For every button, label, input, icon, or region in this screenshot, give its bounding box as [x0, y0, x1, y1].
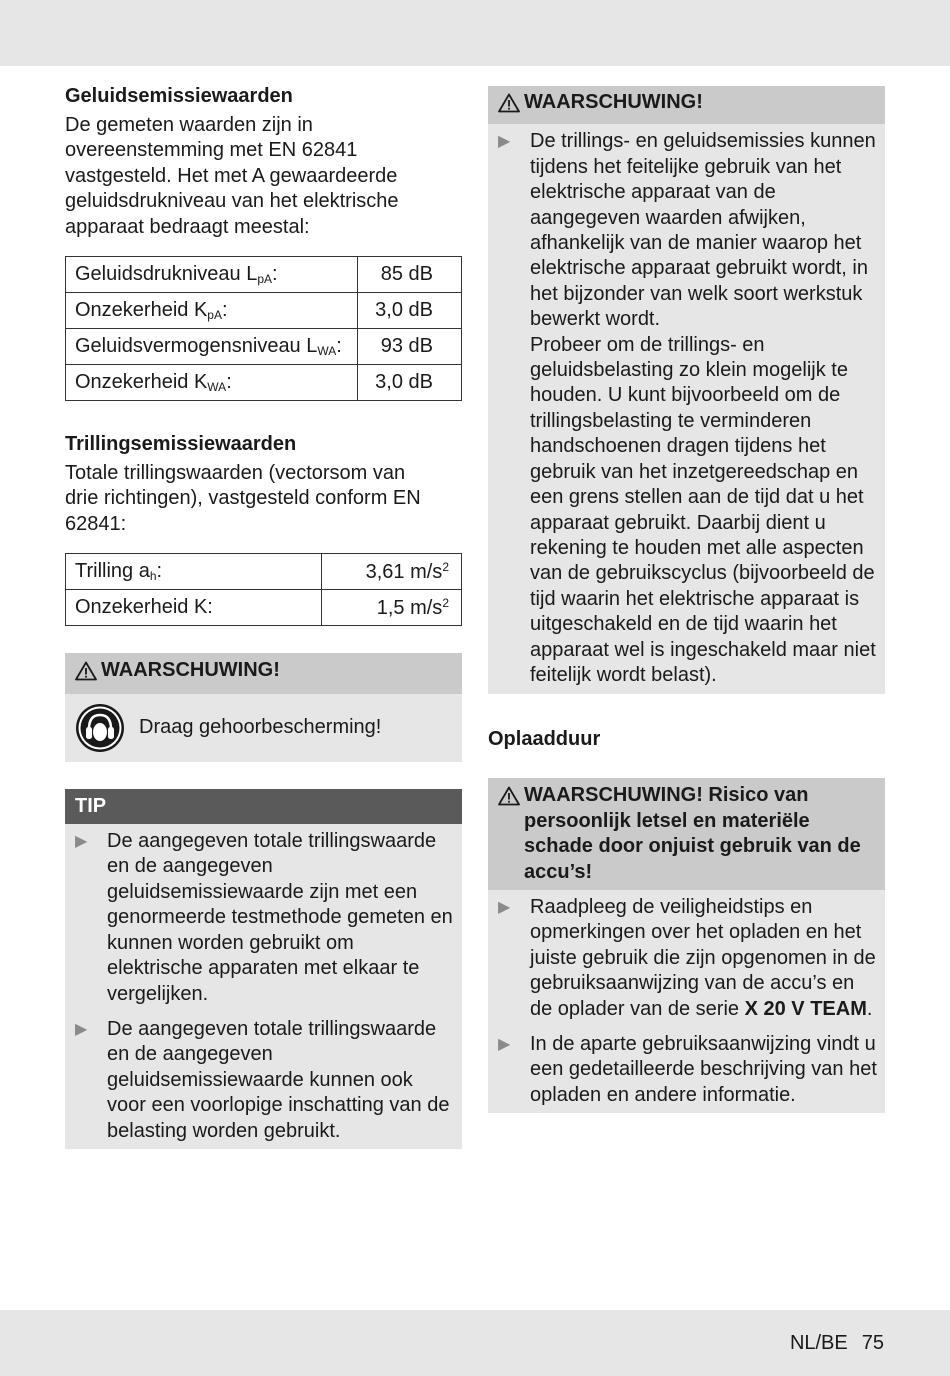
- top-bar: [0, 0, 950, 66]
- vibration-heading: Trillingsemissiewaarden: [65, 433, 297, 456]
- row-value: 85 dB: [358, 257, 462, 293]
- row-suffix: :: [336, 335, 342, 358]
- row-label: Onzekerheid K:: [75, 596, 213, 619]
- row-suffix: :: [156, 560, 163, 583]
- value-sup: 2: [442, 559, 449, 574]
- warning-triangle-icon: [498, 783, 524, 885]
- ear-protection-text: Draag gehoorbescherming!: [139, 716, 382, 739]
- row-sub: pA: [207, 308, 222, 323]
- bullet-arrow-icon: ▶: [498, 898, 511, 916]
- tip-box: [65, 789, 462, 1149]
- warning-text-2: Probeer om de trillings- en geluidsbelasting zo klein mogelijk te houden. U kunt bijvoorbeeld om de trillingsbelasting te verminderen handschoenen dragen tijdens het gebruik van het inzetgereedschap en een grens stellen aan de tijd dat u het apparaat gebruikt. Daarbij dient u rekening te houden met alle aspecten van de gebruikscyclus (bijvoorbeeld de tijd waarin het elektrische apparaat is uitgeschakeld en de tijd waarin het apparaat wel is ingeschakeld maar niet feitelijk wordt belast).: [530, 333, 876, 686]
- row-label: Geluidsdrukniveau L: [75, 263, 258, 286]
- table-row: [66, 365, 462, 401]
- row-sub: h: [149, 569, 157, 584]
- ear-protection-icon: [75, 703, 125, 753]
- row-label: Geluidsvermogensniveau L: [75, 335, 318, 358]
- table-row: [66, 590, 462, 626]
- page-number: 75: [861, 1332, 884, 1354]
- vibration-intro: Totale trillingswaarden (vectorsom van drie richtingen), vastgesteld conform EN 62841:: [65, 462, 421, 535]
- ear-row: [65, 694, 462, 762]
- noise-heading: Geluidsemissiewaarden: [65, 85, 293, 107]
- row-label: Onzekerheid K: [75, 371, 208, 394]
- tip-list: [65, 824, 462, 1149]
- table-row: [66, 329, 462, 365]
- row-sub: pA: [257, 272, 273, 287]
- row-suffix: :: [221, 299, 228, 322]
- left-column: [65, 80, 462, 1149]
- list-item-text: De aangegeven totale trillingswaarde en de aangegeven geluidsemissiewaarde zijn met een genormeerde testmethode gemeten en kunnen worden gebruikt om elektrische apparaten met elkaar te vergelijken.: [107, 830, 453, 1005]
- vibration-table: [65, 553, 462, 626]
- warning-vibration-header: [488, 86, 885, 124]
- row-label: Trilling a: [75, 560, 150, 583]
- warning-title: WAARSCHUWING!: [101, 659, 280, 682]
- warning-triangle-icon: [75, 658, 101, 688]
- right-column: [488, 86, 885, 1113]
- table-row: [66, 257, 462, 293]
- list-item: [498, 129, 877, 688]
- row-value: [322, 554, 462, 590]
- warning-triangle-icon: [498, 90, 524, 120]
- series-name: X 20 V TEAM: [744, 997, 867, 1020]
- row-suffix: :: [272, 263, 278, 286]
- bullet-arrow-icon: ▶: [75, 1020, 88, 1038]
- list-item-text: [530, 129, 877, 688]
- page-footer: [790, 1332, 884, 1355]
- list-item: [75, 829, 454, 1007]
- row-sub: WA: [317, 344, 337, 359]
- row-label: Onzekerheid K: [75, 299, 208, 322]
- row-sub: WA: [207, 380, 227, 395]
- warning-charging-box: [488, 778, 885, 1113]
- row-value: [322, 590, 462, 626]
- bullet-arrow-icon: ▶: [498, 1036, 511, 1053]
- list-item: [75, 1017, 454, 1144]
- list-item-text: De aangegeven totale trillingswaarde en de aangegeven geluidsemissiewaarde kunnen ook voor een voorlopige inschatting van de belasting worden gebruikt.: [107, 1017, 450, 1142]
- warning-charging-header: [488, 778, 885, 890]
- value-text: 3,61 m/s: [365, 560, 443, 583]
- row-suffix: :: [226, 371, 232, 394]
- warning-ear-header: [65, 653, 462, 693]
- language-code: NL/BE: [789, 1332, 848, 1354]
- item-text: Raadpleeg de veiligheidstips en opmerkingen over het opladen en het juiste gebruik die zijn opgenomen in de gebruiksaanwijzing van de accu’s en de oplader van de serie: [530, 895, 876, 1020]
- row-value: 93 dB: [358, 329, 462, 365]
- list-item: [498, 1032, 877, 1108]
- tip-header: [65, 789, 462, 824]
- list-item-text: In de aparte gebruiksaanwijzing vindt u een gedetailleerde beschrijving van het opladen en andere informatie.: [530, 1033, 877, 1106]
- warning-ear-box: [65, 653, 462, 761]
- table-row: [66, 293, 462, 329]
- row-value: 3,0 dB: [358, 365, 462, 401]
- list-item: [498, 895, 877, 1022]
- value-sup: 2: [442, 595, 449, 610]
- charging-list: [488, 890, 885, 1113]
- value-text: 1,5 m/s: [376, 596, 443, 619]
- warning-vibration-box: [488, 86, 885, 694]
- list-item-text: [530, 895, 877, 1022]
- row-value: 3,0 dB: [358, 293, 462, 329]
- noise-intro: De gemeten waarden zijn in overeenstemming met EN 62841 vastgesteld. Het met A gewaardeerde geluidsdrukniveau van het elektrische apparaat bedraagt meestal:: [65, 114, 399, 238]
- warning-title: WAARSCHUWING!: [524, 91, 703, 113]
- warning-title: WAARSCHUWING! Risico van persoonlijk letsel en materiële schade door onjuist gebruik van de accu’s!: [524, 784, 861, 883]
- warning-vibration-list: [488, 124, 885, 694]
- charging-heading: Oplaadduur: [488, 728, 601, 751]
- bullet-arrow-icon: ▶: [498, 133, 511, 151]
- bullet-arrow-icon: ▶: [75, 833, 88, 851]
- item-end: .: [866, 997, 873, 1020]
- noise-table: [65, 256, 462, 401]
- warning-text-1: De trillings- en geluidsemissies kunnen tijdens het feitelijke gebruik van het elektrische apparaat van de aangegeven waarden afwijken, afhankelijk van de manier waarop het elektrische apparaat gebruikt wordt, in het bijzonder van welk soort werkstuk bewerkt wordt.: [530, 130, 876, 331]
- tip-title: TIP: [75, 794, 107, 817]
- table-row: [66, 554, 462, 590]
